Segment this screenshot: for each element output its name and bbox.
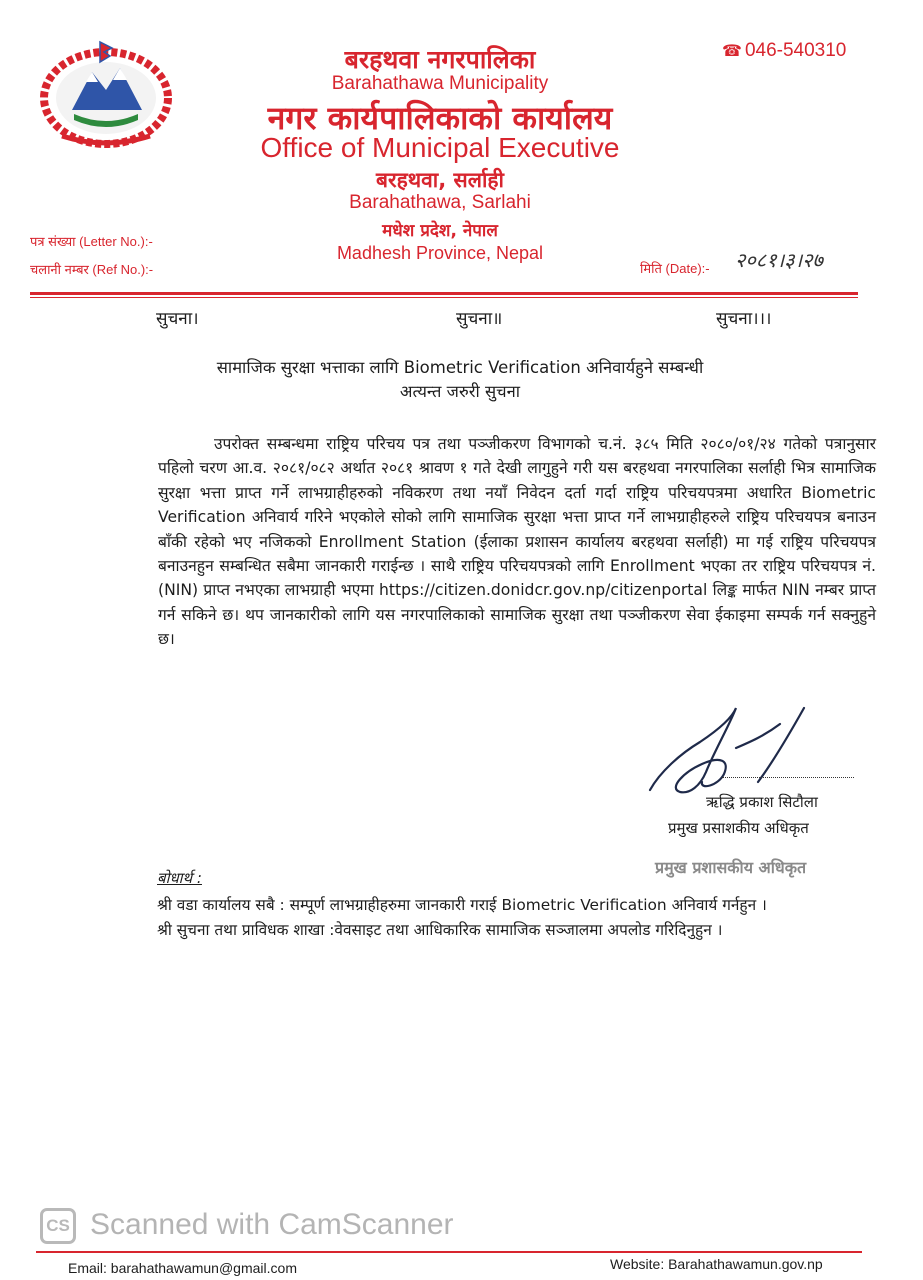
notice-title-line-1: सामाजिक सुरक्षा भत्ताका लागि Biometric Verification अनिवार्यहुने सम्बन्धी: [216, 358, 704, 377]
date-label: मिति (Date):-: [640, 261, 710, 276]
cc-item-it-branch: श्री सुचना तथा प्राविधक शाखा :वेवसाइट तथा आधिकारिक सामाजिक सञ्जालमा अपलोड गरिदिनुहुन ।: [157, 920, 723, 939]
cc-item-ward-offices: श्री वडा कार्यालय सबै : सम्पूर्ण लाभग्राहीहरुमा जानकारी गराई Biometric Verification अनिवार्य गर्नहुन ।: [157, 896, 767, 914]
office-name-english: Office of Municipal Executive: [260, 132, 620, 163]
ref-no-label: चलानी नम्बर (Ref No.):-: [30, 262, 154, 277]
footer-divider: [36, 1251, 862, 1253]
letter-no-label: पत्र संख्या (Letter No.):-: [30, 234, 153, 249]
cc-list: [157, 893, 877, 942]
notice-label-2: सुचना॥: [456, 309, 503, 329]
signature-line: [722, 777, 854, 778]
date-value: २०८१।३।२७: [735, 248, 823, 272]
officer-stamp: प्रमुख प्रशासकीय अधिकृत: [655, 858, 807, 877]
notice-label-1: सुचना।: [156, 309, 199, 329]
notice-body: [158, 432, 876, 652]
office-name-nepali: नगर कार्यपालिकाको कार्यालय: [267, 99, 613, 137]
phone-icon: ☎: [722, 43, 742, 60]
notice-body-paragraph: उपरोक्त सम्बन्धमा राष्ट्रिय परिचय पत्र तथा पञ्जीकरण विभागको च.नं. ३८५ मिति २०८०/०१/२४ गतेको पत्रानुसार पहिलो चरण आ.व. २०८१/०८२ अर्थात २०८१ श्रावण १ गते देखी लागुहुने गरी यस बरहथवा नगरपालिका सर्लाही भित्र सामाजिक सुरक्षा भत्ता प्राप्त गर्ने लाभग्राहीहरुको नविकरण तथा नयाँ निवेदन दर्ता गर्दा राष्ट्रिय परिचयपत्रमा अधारित Biometric Verification अनिवार्य गरिने भएकोले सोको लागि सामाजिक सुरक्षा भत्ता प्राप्त गर्ने लाभग्राहीहरुले राष्ट्रिय परिचयपत्र बनाउन बाँकी रहेको भए नजिकको Enrollment Station (ईलाका प्रशासन कार्यालय बरहथवा सर्लाही) मा गई राष्ट्रिय परिचयपत्र बनाउनहुन सम्बन्धित सबैमा जानकारी गराईन्छ । साथै राष्ट्रिय परिचयपत्रको लागि Enrollment भएका तर राष्ट्रिय परिचयपत्र नं. (NIN) प्राप्त नभएका लाभग्राही भएमा https://citizen.donidcr.gov.np/citizenportal लिङ्क मार्फत NIN नम्बर प्राप्त गर्न सकिने छ। थप जानकारीको लागि यस नगरपालिकाको सामाजिक सुरक्षा तथा पञ्जीकरण सेवा ईकाइमा सम्पर्क गर्न सक्नुहुने छ।: [158, 435, 876, 649]
header-divider-thin: [30, 297, 858, 298]
signatory-designation: प्रमुख प्रसाशकीय अधिकृत: [668, 819, 809, 837]
cc-label: बोधार्थ :: [157, 869, 202, 887]
notice-title-line-2: अत्यन्त जरुरी सुचना: [399, 382, 521, 401]
camscanner-watermark: Scanned with CamScanner: [90, 1208, 454, 1241]
province-nepali: मधेश प्रदेश, नेपाल: [382, 221, 498, 241]
signatory-name: ऋद्धि प्रकाश सिटौला: [706, 793, 818, 811]
notice-title: [150, 356, 770, 404]
signature-scribble: [640, 702, 810, 798]
place-nepali: बरहथवा, सर्लाही: [375, 168, 505, 192]
province-english: Madhesh Province, Nepal: [336, 243, 544, 263]
footer-website: Website: Barahathawamun.gov.np: [610, 1256, 823, 1272]
place-english: Barahathawa, Sarlahi: [349, 192, 531, 213]
header-divider: [30, 292, 858, 295]
municipality-name-english: Barahathawa Municipality: [331, 73, 549, 94]
footer-email: Email: barahathawamun@gmail.com: [68, 1260, 297, 1276]
municipality-name-nepali: बरहथवा नगरपालिका: [344, 45, 536, 74]
phone-number: [722, 40, 846, 62]
municipality-emblem: [34, 38, 178, 150]
camscanner-logo: CS: [40, 1208, 76, 1244]
phone-text: 046-540310: [744, 40, 847, 61]
notice-label-3: सुचना।।।: [716, 309, 772, 329]
